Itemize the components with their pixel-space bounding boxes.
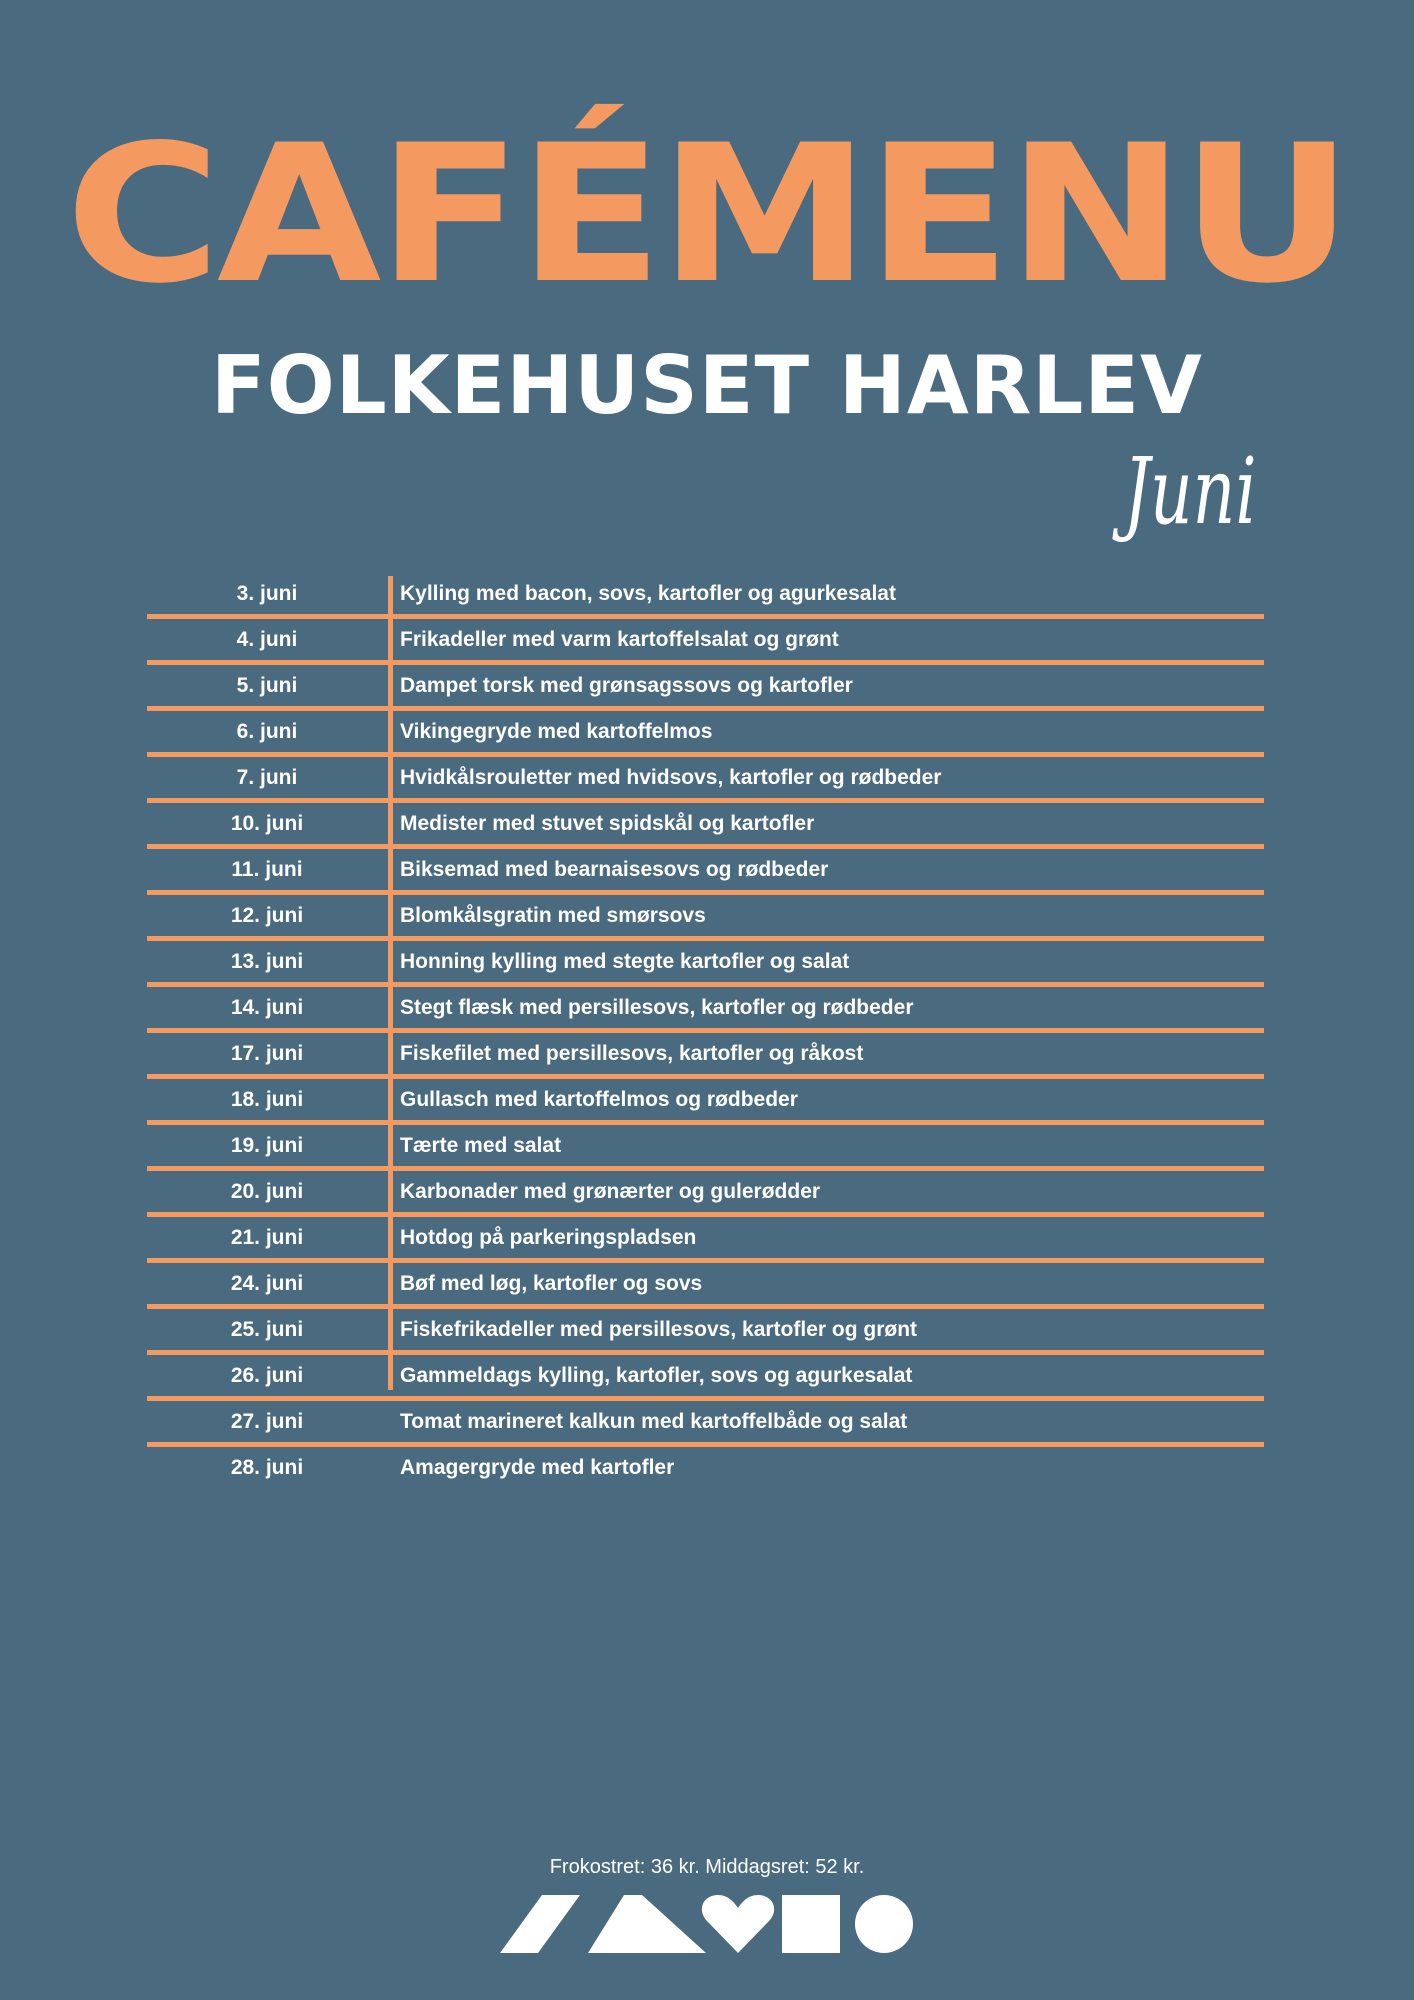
menu-date: 5. juni — [236, 674, 298, 697]
menu-dish: Kylling med bacon, sovs, kartofler og agurkesalat — [400, 582, 896, 605]
menu-dish: Frikadeller med varm kartoffelsalat og grønt — [400, 628, 839, 651]
menu-dish: Blomkålsgratin med smørsovs — [400, 904, 706, 927]
menu-date: 26. juni — [230, 1364, 304, 1387]
menu-dish: Gullasch med kartoffelmos og rødbeder — [400, 1088, 798, 1111]
menu-date: 4. juni — [236, 628, 298, 651]
month-label: Juni — [1123, 438, 1257, 545]
menu-dish: Gammeldags kylling, kartofler, sovs og agurkesalat — [400, 1364, 913, 1387]
menu-table — [147, 573, 1264, 1488]
menu-date: 13. juni — [230, 950, 304, 973]
menu-date: 14. juni — [230, 996, 304, 1019]
menu-dish: Honning kylling med stegte kartofler og salat — [400, 950, 850, 973]
menu-dish: Dampet torsk med grønsagssovs og kartofler — [400, 674, 853, 697]
menu-date: 20. juni — [230, 1180, 304, 1203]
menu-date: 25. juni — [230, 1318, 304, 1341]
logo — [500, 1895, 915, 1955]
menu-row — [147, 1263, 1264, 1309]
menu-date: 10. juni — [230, 812, 304, 835]
menu-date: 17. juni — [230, 1042, 304, 1065]
menu-row — [147, 1033, 1264, 1079]
menu-row — [147, 1309, 1264, 1355]
menu-dish: Hvidkålsrouletter med hvidsovs, kartofler og rødbeder — [400, 766, 942, 789]
menu-dish: Hotdog på parkeringspladsen — [400, 1226, 697, 1249]
menu-row — [147, 1079, 1264, 1125]
menu-dish: Tærte med salat — [400, 1134, 562, 1157]
menu-date: 27. juni — [230, 1410, 304, 1433]
menu-dish: Biksemad med bearnaisesovs og rødbeder — [400, 858, 829, 881]
circle-icon — [855, 1895, 913, 1953]
menu-date: 6. juni — [236, 720, 298, 743]
menu-dish: Bøf med løg, kartofler og sovs — [400, 1272, 703, 1295]
menu-date: 18. juni — [230, 1088, 304, 1111]
menu-dish: Vikingegryde med kartoffelmos — [400, 720, 713, 743]
menu-dish: Stegt flæsk med persillesovs, kartofler og rødbeder — [400, 996, 914, 1019]
menu-row — [147, 803, 1264, 849]
menu-date: 7. juni — [236, 766, 298, 789]
price-info: Frokostret: 36 kr. Middagsret: 52 kr. — [549, 1856, 865, 1878]
menu-date: 19. juni — [230, 1134, 304, 1157]
menu-dish: Medister med stuvet spidskål og kartofler — [400, 812, 815, 835]
menu-row — [147, 849, 1264, 895]
menu-row — [147, 1401, 1264, 1447]
menu-date: 3. juni — [236, 582, 298, 605]
parallelogram-icon — [500, 1895, 580, 1953]
menu-row — [147, 757, 1264, 803]
menu-row — [147, 665, 1264, 711]
menu-row — [147, 1171, 1264, 1217]
trapezoid-icon — [588, 1895, 706, 1953]
menu-row — [147, 573, 1264, 619]
menu-dish: Amagergryde med kartofler — [400, 1456, 675, 1479]
page-title: CAFÉMENU — [65, 104, 1349, 325]
menu-row — [147, 1125, 1264, 1171]
menu-date: 21. juni — [230, 1226, 304, 1249]
menu-date: 11. juni — [231, 858, 303, 881]
menu-dish: Fiskefilet med persillesovs, kartofler og råkost — [400, 1042, 864, 1065]
menu-row — [147, 1217, 1264, 1263]
menu-dish: Fiskefrikadeller med persillesovs, kartofler og grønt — [400, 1318, 918, 1341]
menu-row — [147, 987, 1264, 1033]
menu-row — [147, 895, 1264, 941]
menu-date: 24. juni — [230, 1272, 304, 1295]
heart-icon — [702, 1895, 774, 1953]
menu-row — [147, 1447, 1264, 1488]
menu-row — [147, 941, 1264, 987]
menu-row — [147, 1355, 1264, 1401]
menu-row — [147, 619, 1264, 665]
venue-name: FOLKEHUSET HARLEV — [211, 339, 1203, 432]
column-divider — [388, 576, 393, 1390]
menu-date: 28. juni — [230, 1456, 304, 1479]
square-icon — [782, 1895, 840, 1953]
menu-date: 12. juni — [230, 904, 304, 927]
menu-dish: Karbonader med grønærter og gulerødder — [400, 1180, 821, 1203]
menu-row — [147, 711, 1264, 757]
menu-dish: Tomat marineret kalkun med kartoffelbåde og salat — [400, 1410, 908, 1433]
